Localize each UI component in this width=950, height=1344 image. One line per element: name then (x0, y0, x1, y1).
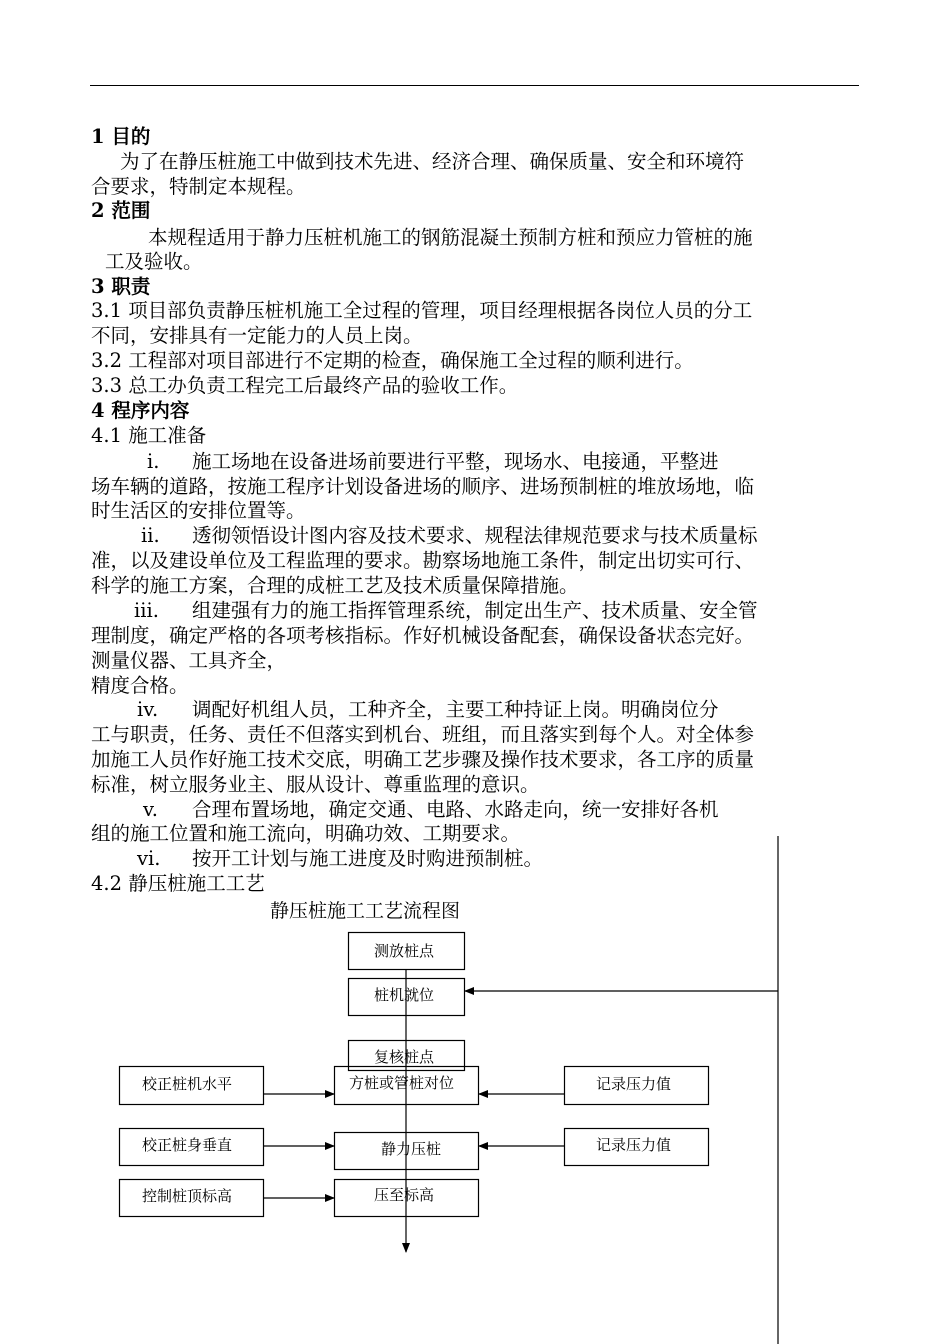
item-vi-text: 按开工计划与施工进度及时购进预制桩。 (192, 847, 544, 870)
section-4-2: 4.2 静压桩施工工艺 (91, 872, 265, 895)
flowchart-label: 复核桩点 (374, 1048, 435, 1066)
item-iii-text-cont3: 精度合格。 (91, 674, 189, 697)
flowchart-label: 校正桩身垂直 (142, 1136, 233, 1154)
item-v-number: v. (143, 798, 158, 821)
section-2-text: 本规程适用于静力压桩机施工的钢筋混凝土预制方桩和预应力管桩的施 (148, 226, 753, 249)
section-2-heading: 2 范围 (91, 199, 151, 222)
item-iv-text-cont2: 加施工人员作好施工技术交底，明确工艺步骤及操作技术要求，各工序的质量 (91, 748, 755, 771)
section-2-text-cont: 工及验收。 (105, 250, 203, 273)
section-4-heading: 4 程序内容 (91, 399, 190, 422)
section-3-heading: 3 职责 (91, 275, 151, 298)
item-ii-number: ii. (141, 524, 160, 547)
item-i-text: 施工场地在设备进场前要进行平整，现场水、电接通，平整进 (192, 450, 719, 473)
item-v-text: 合理布置场地，确定交通、电路、水路走向，统一安排好各机 (192, 798, 719, 821)
flowchart-label: 记录压力值 (596, 1136, 672, 1154)
flowchart-label: 测放桩点 (374, 942, 435, 960)
item-iii-text-cont2: 测量仪器、工具齐全， (91, 649, 287, 672)
item-vi-number: vi. (137, 847, 161, 870)
item-ii-text: 透彻领悟设计图内容及技术要求、规程法律规范要求与技术质量标 (192, 524, 758, 547)
section-3-1-cont: 不同，安排具有一定能力的人员上岗。 (91, 324, 423, 347)
flowchart-label: 记录压力值 (596, 1075, 672, 1093)
section-1-text: 为了在静压桩施工中做到技术先进、经济合理、确保质量、安全和环境符 (120, 150, 745, 173)
item-iv-text-cont3: 标准，树立服务业主、服从设计、尊重监理的意识。 (91, 773, 540, 796)
section-4-1: 4.1 施工准备 (91, 424, 207, 447)
item-iii-text-cont: 理制度，确定严格的各项考核指标。作好机械设备配套，确保设备状态完好。 (91, 624, 755, 647)
item-iii-text: 组建强有力的施工指挥管理系统，制定出生产、技术质量、安全管 (192, 599, 758, 622)
section-3-3: 3.3 总工办负责工程完工后最终产品的验收工作。 (91, 374, 519, 397)
item-iv-text-cont: 工与职责，任务、责任不但落实到机台、班组，而且落实到每个人。对全体参 (91, 723, 755, 746)
item-v-text-cont: 组的施工位置和施工流向，明确功效、工期要求。 (91, 822, 521, 845)
flowchart-label: 控制桩顶标高 (142, 1187, 233, 1205)
item-i-text-cont2: 时生活区的安排位置等。 (91, 499, 306, 522)
item-iv-number: iv. (137, 698, 159, 721)
flowchart-label: 校正桩机水平 (142, 1075, 233, 1093)
item-iii-number: iii. (134, 599, 159, 622)
flowchart-title: 静压桩施工工艺流程图 (270, 900, 461, 922)
section-1-heading: 1 目的 (91, 125, 151, 148)
section-1-text-cont: 合要求，特制定本规程。 (91, 175, 306, 198)
section-3-1: 3.1 项目部负责静压桩机施工全过程的管理，项目经理根据各岗位人员的分工 (91, 299, 753, 322)
item-iv-text: 调配好机组人员，工种齐全，主要工种持证上岗。明确岗位分 (192, 698, 719, 721)
flowchart-label: 方桩或管桩对位 (349, 1074, 455, 1092)
flowchart-label: 压至标高 (374, 1186, 435, 1204)
item-i-text-cont: 场车辆的道路，按施工程序计划设备进场的顺序、进场预制桩的堆放场地，临 (91, 475, 755, 498)
flowchart-label: 桩机就位 (374, 986, 435, 1004)
item-ii-text-cont2: 科学的施工方案，合理的成桩工艺及技术质量保障措施。 (91, 574, 579, 597)
section-3-2: 3.2 工程部对项目部进行不定期的检查，确保施工全过程的顺利进行。 (91, 349, 694, 372)
item-ii-text-cont: 准，以及建设单位及工程监理的要求。勘察场地施工条件，制定出切实可行、 (91, 549, 755, 572)
flowchart-label: 静力压桩 (381, 1140, 442, 1158)
item-i-number: i. (147, 450, 160, 473)
